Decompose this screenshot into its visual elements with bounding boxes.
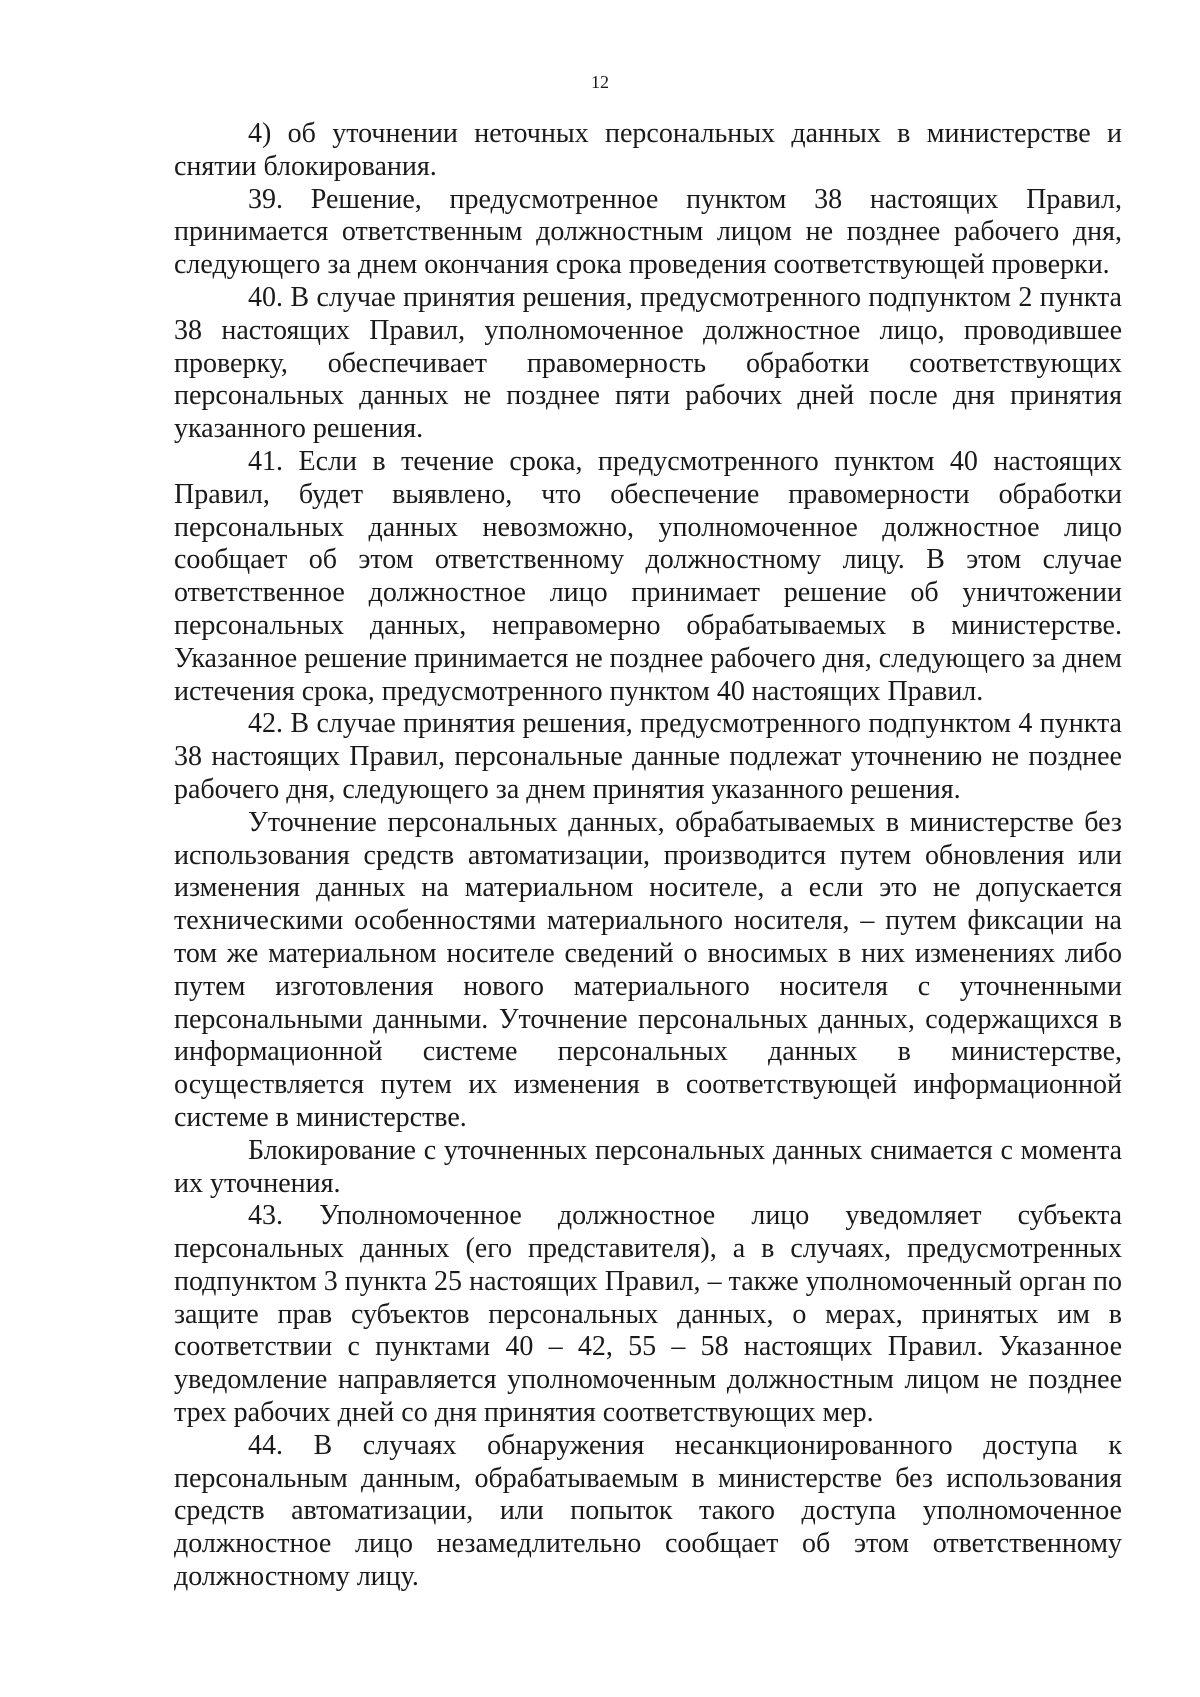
paragraph-subitem-4: 4) об уточнении неточных персональных данных в министерстве и снятии блокирования. (174, 118, 1122, 182)
paragraph-42-clarification: Уточнение персональных данных, обрабатываемых в министерстве без использования средств автоматизации, производится путем обновления или изменения данных на материальном носителе, а если это не допускается техническими особенностями материального носителя, – путем фиксации на том же материальном носителе сведений о вносимых в них изменениях либо путем изготовления нового материального носителя с уточненными персональными данными. Уточнение персональных данных, содержащихся в информационной системе персональных данных в министерстве, осуществляется путем их изменения в соответствующей информационной системе в министерстве. (174, 806, 1122, 1133)
paragraph-40: 40. В случае принятия решения, предусмотренного подпунктом 2 пункта 38 настоящих Правил, уполномоченное должностное лицо, проводившее проверку, обеспечивает правомерность обработки соответствующих персональных данных не позднее пяти рабочих дней после дня принятия указанного решения. (174, 281, 1122, 445)
document-body (174, 118, 1122, 1594)
paragraph-41: 41. Если в течение срока, предусмотренного пунктом 40 настоящих Правил, будет выявлено, что обеспечение правомерности обработки персональных данных невозможно, уполномоченное должностное лицо сообщает об этом ответственному должностному лицу. В этом случае ответственное должностное лицо принимает решение об уничтожении персональных данных, неправомерно обрабатываемых в министерстве. Указанное решение принимается не позднее рабочего дня, следующего за днем истечения срока, предусмотренного пунктом 40 настоящих Правил. (174, 445, 1122, 707)
paragraph-42: 42. В случае принятия решения, предусмотренного подпунктом 4 пункта 38 настоящих Правил, персональные данные подлежат уточнению не позднее рабочего дня, следующего за днем принятия указанного решения. (174, 708, 1122, 805)
paragraph-43: 43. Уполномоченное должностное лицо уведомляет субъекта персональных данных (его представителя), а в случаях, предусмотренных подпунктом 3 пункта 25 настоящих Правил, – также уполномоченный орган по защите прав субъектов персональных данных, о мерах, принятых им в соответствии с пунктами 40 – 42, 55 – 58 настоящих Правил. Указанное уведомление направляется уполномоченным должностным лицом не позднее трех рабочих дней со дня принятия соответствующих мер. (174, 1200, 1122, 1429)
paragraph-44: 44. В случаях обнаружения несанкционированного доступа к персональным данным, обрабатываемым в министерстве без использования средств автоматизации, или попыток такого доступа уполномоченное должностное лицо незамедлительно сообщает об этом ответственному должностному лицу. (174, 1429, 1122, 1593)
paragraph-39: 39. Решение, предусмотренное пунктом 38 настоящих Правил, принимается ответственным должностным лицом не позднее рабочего дня, следующего за днем окончания срока проведения соответствующей проверки. (174, 183, 1122, 281)
page-number: 12 (591, 72, 609, 92)
paragraph-42-unblocking: Блокирование с уточненных персональных данных снимается с момента их уточнения. (174, 1134, 1122, 1199)
